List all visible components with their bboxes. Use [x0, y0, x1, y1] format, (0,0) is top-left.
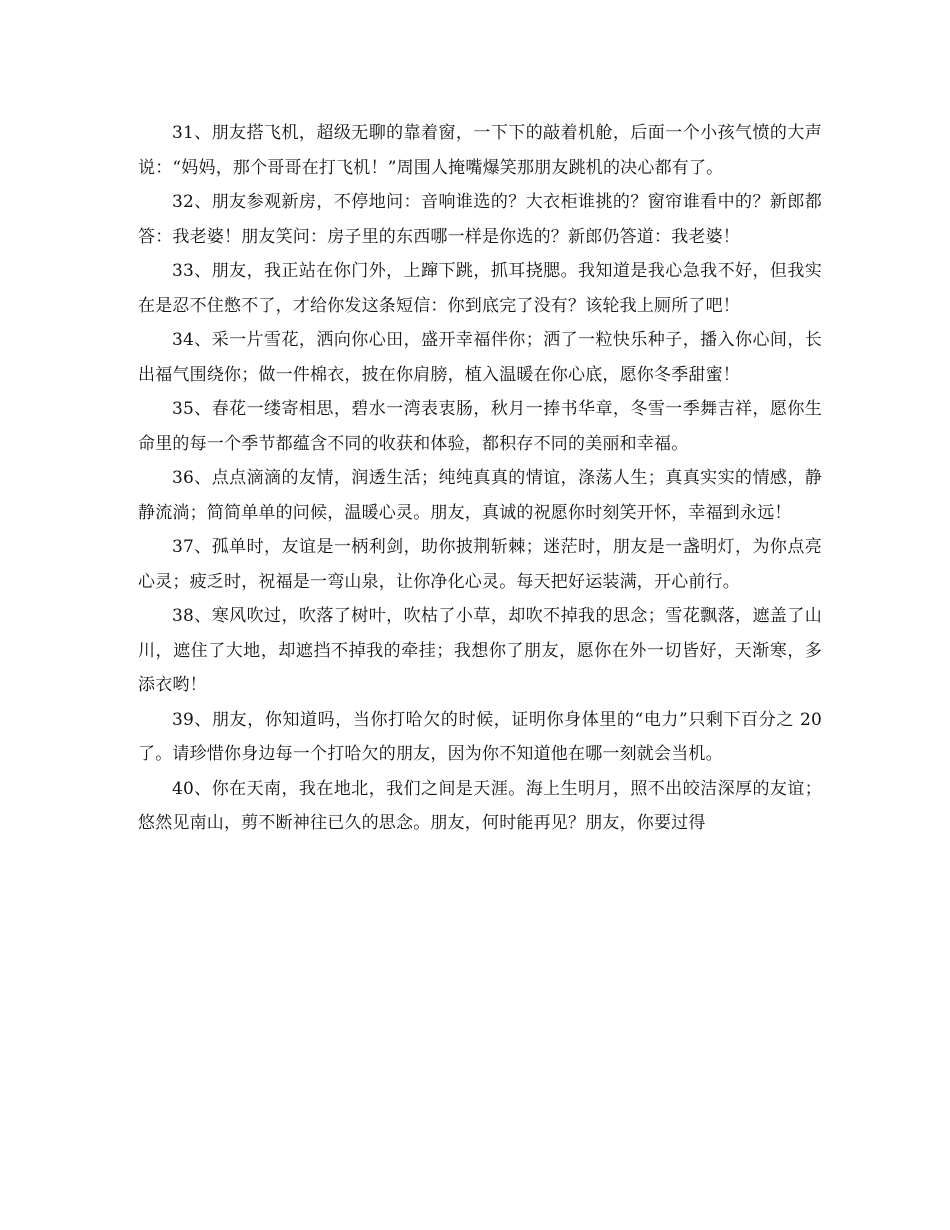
paragraph-38: 38、寒风吹过，吹落了树叶，吹枯了小草，却吹不掉我的思念；雪花飘落，遮盖了山川，遮住了大地，却遮挡不掉我的牵挂；我想你了朋友，愿你在外一切皆好，天渐寒，多添衣哟！ — [138, 606, 822, 695]
paragraph-32: 32、朋友参观新房，不停地问：音响谁选的？大衣柜谁挑的？窗帘谁看中的？新郎都答：我老婆！朋友笑问：房子里的东西哪一样是你选的？新郎仍答道：我老婆！ — [138, 192, 822, 247]
paragraph-40: 40、你在天南，我在地北，我们之间是天涯。海上生明月，照不出皎洁深厚的友谊；悠然见南山，剪不断神往已久的思念。朋友，何时能再见？朋友，你要过得 — [138, 778, 822, 833]
paragraph-39: 39、朋友，你知道吗，当你打哈欠的时候，证明你身体里的“电力”只剩下百分之 20 了。请珍惜你身边每一个打哈欠的朋友，因为你不知道他在哪一刻就会当机。 — [138, 709, 822, 764]
paragraph-31: 31、朋友搭飞机，超级无聊的靠着窗，一下下的敲着机舱，后面一个小孩气愤的大声说：“妈妈，那个哥哥在打飞机！”周围人掩嘴爆笑那朋友跳机的决心都有了。 — [138, 123, 822, 178]
document-body — [138, 116, 822, 841]
paragraph-34: 34、采一片雪花，洒向你心田，盛开幸福伴你；洒了一粒快乐种子，播入你心间，长出福气围绕你；做一件棉衣，披在你肩膀，植入温暖在你心底，愿你冬季甜蜜！ — [138, 330, 822, 385]
paragraph-37: 37、孤单时，友谊是一柄利剑，助你披荆斩棘；迷茫时，朋友是一盏明灯，为你点亮心灵；疲乏时，祝福是一弯山泉，让你净化心灵。每天把好运装满，开心前行。 — [138, 537, 822, 592]
paragraph-36: 36、点点滴滴的友情，润透生活；纯纯真真的情谊，涤荡人生；真真实实的情感，静静流淌；简简单单的问候，温暖心灵。朋友，真诚的祝愿你时刻笑开怀，幸福到永远！ — [138, 468, 822, 523]
paragraph-33: 33、朋友，我正站在你门外，上蹿下跳，抓耳挠腮。我知道是我心急我不好，但我实在是忍不住憋不了，才给你发这条短信：你到底完了没有？该轮我上厕所了吧！ — [138, 261, 822, 316]
paragraph-35: 35、春花一缕寄相思，碧水一湾表衷肠，秋月一捧书华章，冬雪一季舞吉祥，愿你生命里的每一个季节都蕴含不同的收获和体验，都积存不同的美丽和幸福。 — [138, 399, 822, 454]
